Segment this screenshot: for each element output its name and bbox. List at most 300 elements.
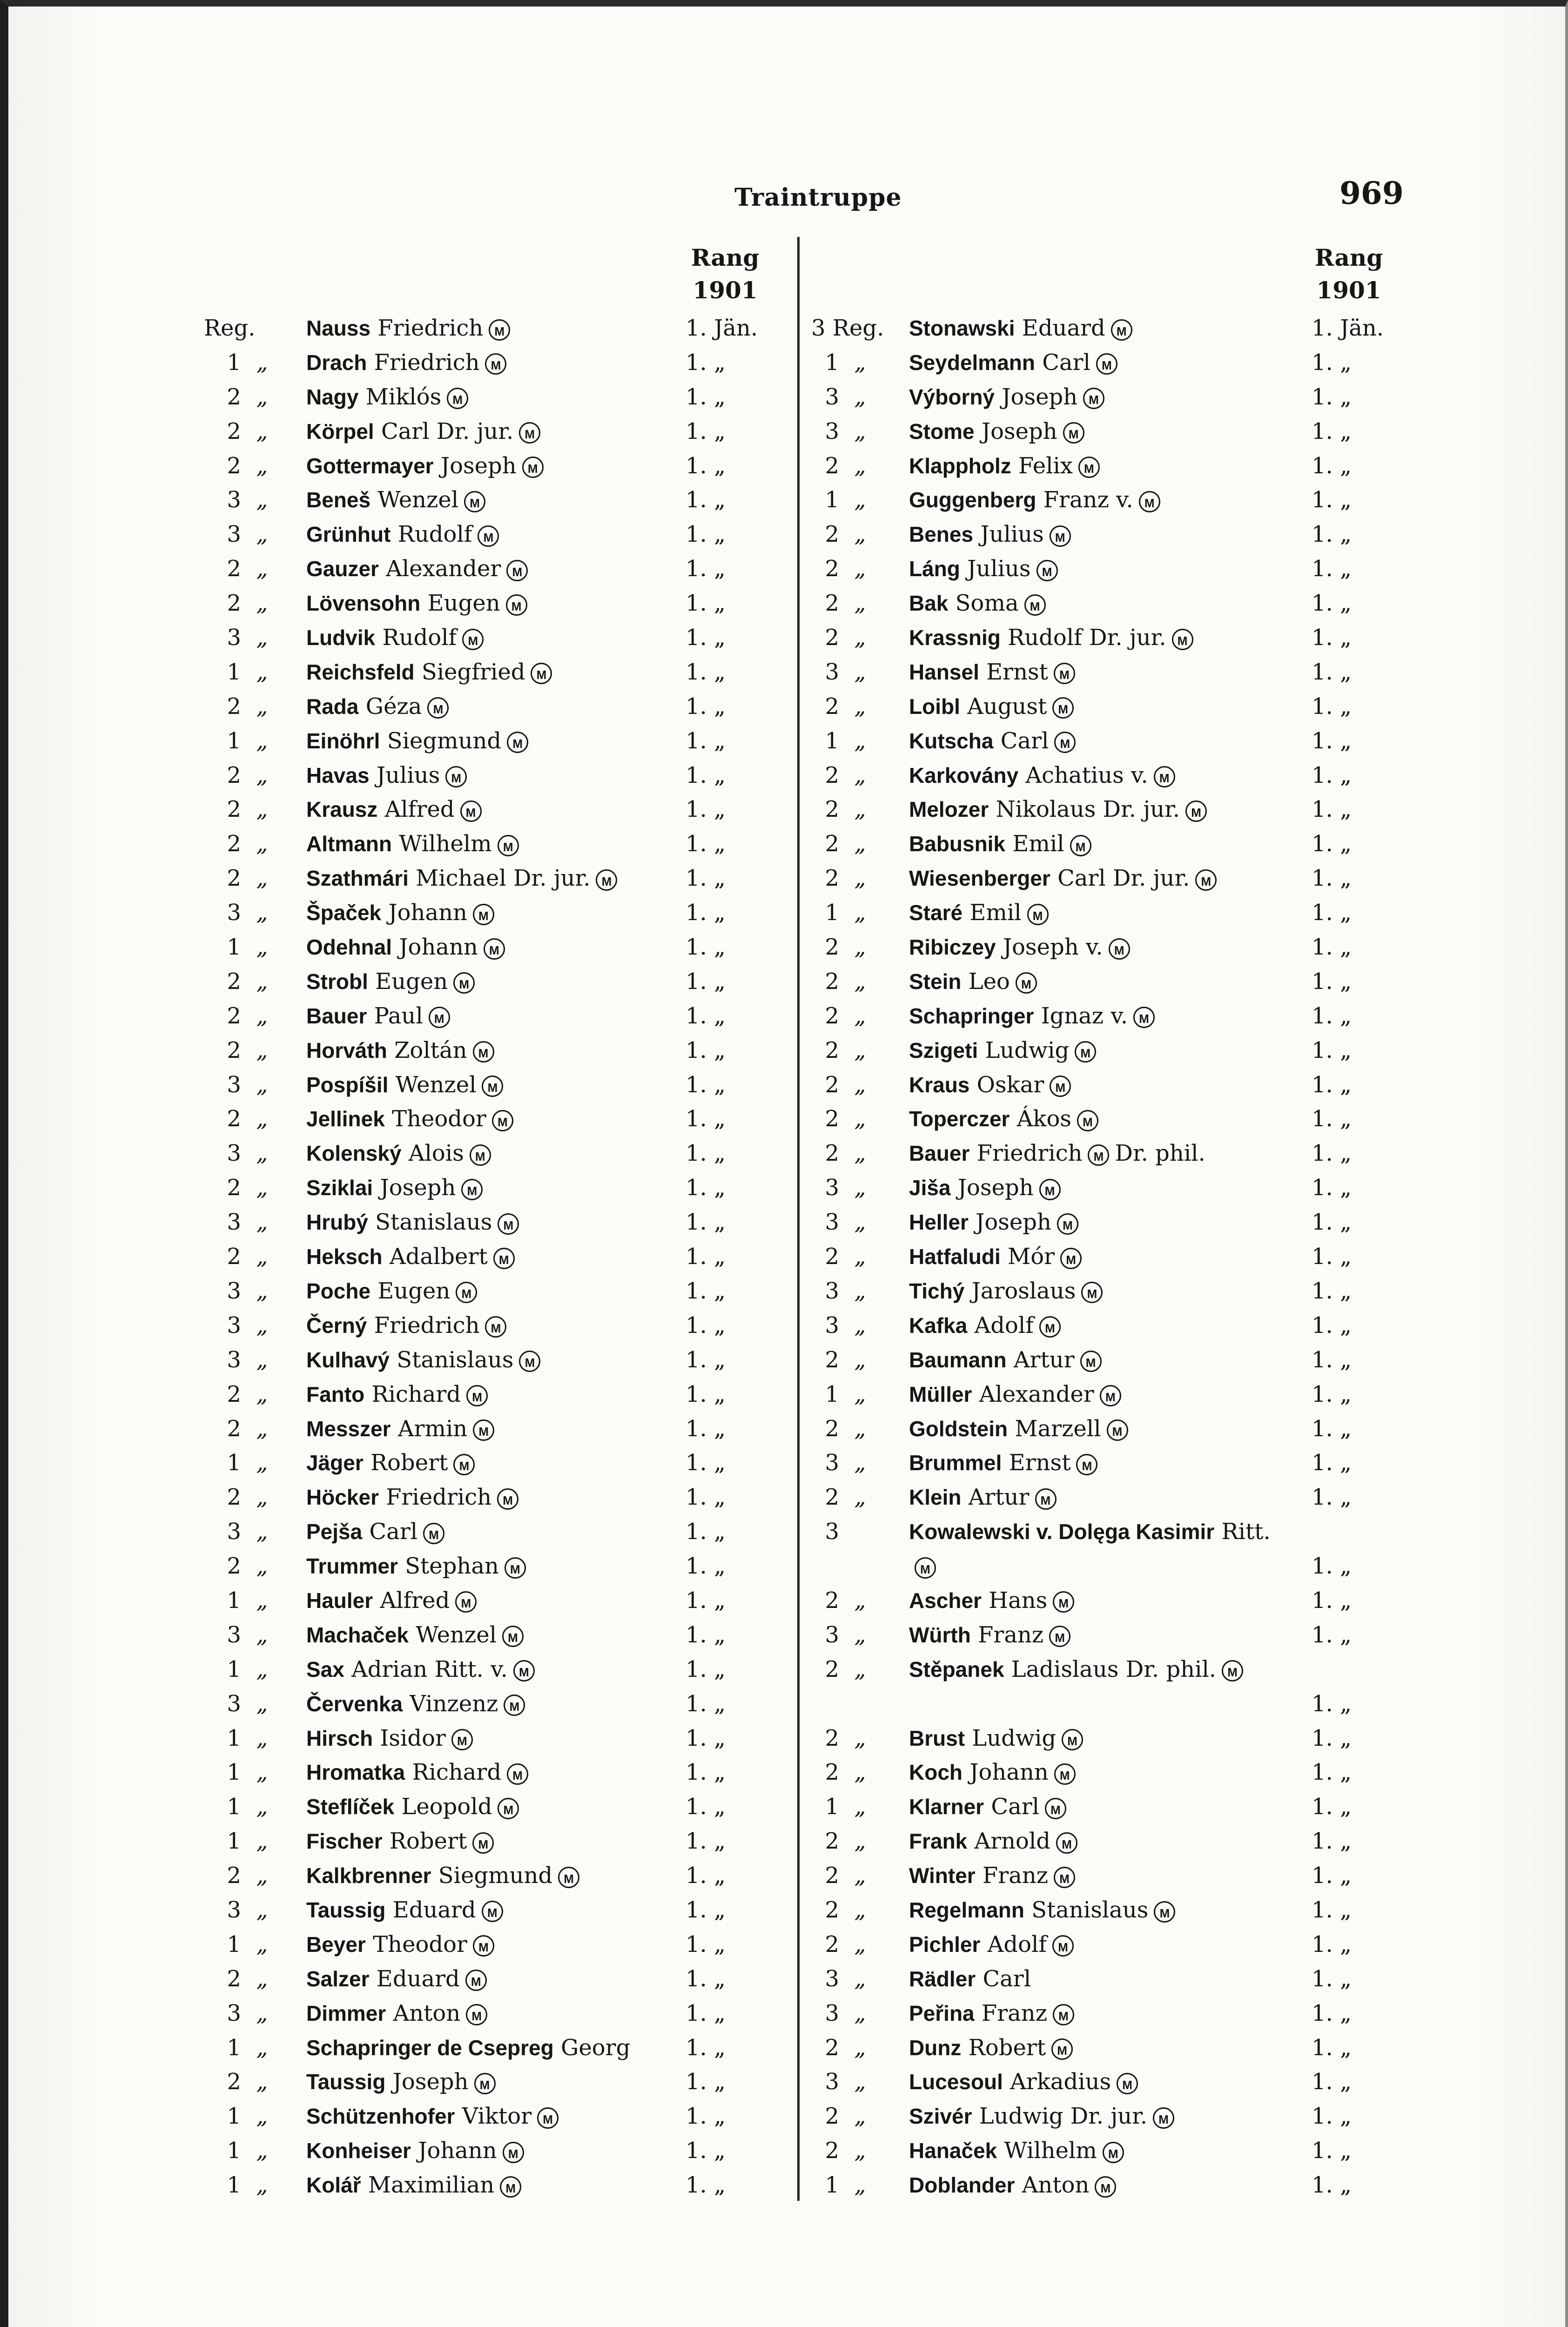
- regiment-number: 3: [227, 1140, 241, 1167]
- regiment-number: 2: [825, 2103, 839, 2130]
- rank-month: „: [714, 1587, 726, 1614]
- marker-icon: M: [447, 388, 468, 409]
- given-name: Hans: [989, 1587, 1048, 1614]
- officer-name: [909, 380, 1104, 415]
- surname: Stein: [909, 969, 962, 994]
- list-item: [811, 449, 1421, 484]
- given-name: Rudolf Dr. jur.: [1008, 625, 1166, 651]
- regiment-cell: [811, 759, 886, 793]
- marker-icon: M: [596, 869, 617, 891]
- given-name: Joseph: [380, 1175, 456, 1201]
- regiment-number: 2: [227, 796, 241, 823]
- rank-date: [686, 1068, 726, 1103]
- rank-day: 1.: [686, 831, 707, 857]
- list-item: [811, 1343, 1421, 1378]
- rank-day: 1.: [1312, 1209, 1333, 1236]
- regiment-cell: [204, 449, 278, 484]
- ditto-mark: „: [256, 1656, 268, 1682]
- officer-name: [909, 827, 1091, 861]
- regiment-cell: [204, 1859, 278, 1893]
- ditto-mark: „: [854, 383, 866, 410]
- rank-date: [1312, 586, 1352, 621]
- given-name: Robert: [389, 1828, 467, 1855]
- marker-icon: M: [478, 525, 499, 547]
- regiment-number: Reg.: [204, 315, 256, 341]
- officer-name: [306, 1824, 494, 1859]
- rank-date: [1312, 483, 1352, 518]
- given-name: Richard: [412, 1759, 502, 1786]
- rank-date: [1312, 1412, 1352, 1446]
- marker-icon: M: [1027, 904, 1049, 925]
- regiment-number: 3: [825, 2000, 839, 2026]
- list-item: [204, 1653, 795, 1687]
- regiment-number: 2: [227, 1037, 241, 1063]
- regiment-cell: [204, 2065, 278, 2099]
- ditto-mark: „: [256, 1244, 268, 1270]
- rank-date: [1312, 415, 1352, 449]
- marker-icon: M: [1109, 938, 1130, 960]
- rank-day: 1.: [1312, 1484, 1333, 1511]
- given-name: Arnold: [974, 1828, 1051, 1855]
- officer-name: [306, 1240, 515, 1274]
- list-item: [811, 724, 1421, 759]
- surname: Steflíček: [306, 1795, 395, 1819]
- ditto-mark: „: [256, 900, 268, 926]
- officer-name: [306, 1412, 494, 1446]
- officer-name: [306, 311, 510, 346]
- regiment-cell: [204, 999, 278, 1034]
- rank-header-left: [683, 242, 767, 307]
- officer-name: [306, 2065, 496, 2099]
- column-divider: [797, 237, 800, 2201]
- rank-day: 1.: [1312, 1794, 1333, 1820]
- regiment-cell: [204, 586, 278, 621]
- list-item: [204, 2031, 795, 2065]
- rank-month: „: [1340, 1828, 1352, 1855]
- rank-date: [1312, 621, 1352, 655]
- ditto-mark: „: [854, 590, 866, 617]
- ditto-mark: „: [256, 1863, 268, 1889]
- officer-name: [909, 1722, 1083, 1756]
- regiment-cell: [204, 1274, 278, 1309]
- regiment-number: 2: [825, 1106, 839, 1132]
- given-name: Friedrich: [374, 1312, 480, 1338]
- rank-day: 1.: [686, 1346, 707, 1373]
- rank-month: „: [1340, 796, 1352, 823]
- rank-date: [1312, 1137, 1352, 1171]
- page-number: 969: [1339, 175, 1404, 211]
- rank-day: 1.: [686, 1140, 707, 1167]
- rank-day: 1.: [1312, 659, 1333, 685]
- regiment-number: 3: [227, 625, 241, 651]
- ditto-mark: „: [256, 1828, 268, 1855]
- marker-icon: M: [1039, 1179, 1061, 1200]
- given-name: Julius: [967, 556, 1031, 582]
- rank-month: „: [714, 521, 726, 548]
- regiment-number: 3: [825, 1519, 839, 1545]
- surname: Karkovány: [909, 763, 1019, 787]
- list-item: [811, 1893, 1421, 1928]
- regiment-number: 1: [825, 2172, 839, 2199]
- marker-icon: M: [1078, 457, 1100, 478]
- officer-name: [909, 1515, 1272, 1584]
- rank-date: [686, 346, 726, 380]
- ditto-mark: „: [256, 1587, 268, 1614]
- regiment-cell: [811, 724, 886, 759]
- surname: Krausz: [306, 797, 378, 822]
- marker-icon: M: [460, 800, 482, 822]
- rank-day: 1.: [686, 796, 707, 823]
- given-name: Carl: [983, 1965, 1031, 1992]
- rank-day: 1.: [686, 2069, 707, 2095]
- regiment-number: 2: [227, 2069, 241, 2095]
- rank-date: [686, 1171, 726, 1205]
- rank-date: [1312, 552, 1352, 586]
- rank-day: 1.: [1312, 796, 1333, 823]
- ditto-mark: „: [256, 349, 268, 376]
- list-item: [811, 1240, 1421, 1274]
- rank-month: „: [714, 383, 726, 410]
- surname: Toperczer: [909, 1107, 1010, 1131]
- given-name: Theodor: [373, 1931, 467, 1957]
- regiment-number: 2: [825, 1931, 839, 1957]
- regiment-cell: [811, 311, 886, 346]
- surname: Schützenhofer: [306, 2104, 455, 2129]
- officer-name: [909, 1102, 1098, 1137]
- surname: Trummer: [306, 1554, 398, 1579]
- rank-month: Jän.: [1340, 315, 1384, 341]
- list-item: [811, 1102, 1421, 1137]
- rank-month: „: [1340, 727, 1352, 754]
- rank-date: [1312, 449, 1352, 484]
- list-item: [811, 1309, 1421, 1343]
- surname: Rada: [306, 694, 359, 719]
- rank-day: 1.: [686, 1828, 707, 1855]
- regiment-number: 2: [825, 796, 839, 823]
- rank-date: [686, 2031, 726, 2065]
- surname: Messzer: [306, 1416, 391, 1441]
- regiment-number: 2: [227, 452, 241, 479]
- rank-day: 1.: [686, 1553, 707, 1580]
- rank-month: „: [714, 865, 726, 892]
- regiment-number: 3: [227, 1519, 241, 1545]
- rank-date: [686, 1274, 726, 1309]
- rank-month: „: [714, 590, 726, 617]
- officer-name: [306, 380, 468, 415]
- list-item: [811, 1378, 1421, 1412]
- rank-month: „: [714, 1759, 726, 1786]
- given-name: Julius: [980, 521, 1044, 548]
- rank-day: 1.: [1312, 590, 1333, 617]
- rank-month: „: [714, 1965, 726, 1992]
- given-name: Joseph: [392, 2069, 469, 2095]
- officer-name: [909, 2031, 1073, 2065]
- officer-name: [909, 1962, 1031, 1997]
- ditto-mark: „: [854, 521, 866, 548]
- surname: Jäger: [306, 1451, 363, 1475]
- list-item: [811, 1859, 1421, 1893]
- rank-day: 1.: [1312, 1863, 1333, 1889]
- regiment-number: 3: [227, 1346, 241, 1373]
- rank-day: 1.: [1312, 727, 1333, 754]
- list-item: [204, 415, 795, 449]
- surname: Stěpanek: [909, 1657, 1004, 1681]
- rank-date: [1312, 1274, 1352, 1309]
- rank-month: „: [1340, 831, 1352, 857]
- marker-icon: M: [470, 1144, 491, 1166]
- given-name: Ignaz v.: [1041, 1002, 1128, 1029]
- regiment-cell: [811, 1722, 886, 1756]
- rank-month: „: [714, 2103, 726, 2130]
- rank-day: 1.: [1312, 1346, 1333, 1373]
- marker-icon: M: [482, 1901, 503, 1922]
- ditto-mark: „: [854, 1346, 866, 1373]
- rank-day: 1.: [1312, 1244, 1333, 1270]
- surname: Lövensohn: [306, 591, 421, 616]
- rank-month: „: [1340, 865, 1352, 892]
- regiment-cell: [811, 1755, 886, 1790]
- ditto-mark: „: [854, 1759, 866, 1786]
- rank-month: „: [1340, 625, 1352, 651]
- regiment-number: 3: [227, 1278, 241, 1304]
- list-item: [811, 1205, 1421, 1240]
- rank-day: 1.: [686, 1863, 707, 1889]
- ditto-mark: „: [854, 1278, 866, 1304]
- regiment-cell: [811, 2134, 886, 2168]
- given-name: Paul: [374, 1002, 423, 1029]
- rank-day: 1.: [1312, 1965, 1333, 1992]
- rank-month: „: [714, 556, 726, 582]
- marker-icon: M: [466, 2004, 487, 2025]
- surname: Szigeti: [909, 1038, 978, 1063]
- rank-month: „: [714, 831, 726, 857]
- list-item: [204, 1755, 795, 1790]
- marker-icon: M: [1036, 560, 1058, 581]
- regiment-number: 2: [825, 1484, 839, 1511]
- given-name: Miklós: [365, 383, 442, 410]
- marker-icon: M: [472, 1832, 494, 1854]
- given-name: Friedrich: [377, 315, 484, 341]
- list-item: [811, 621, 1421, 655]
- rank-date: [686, 2099, 726, 2134]
- ditto-mark: „: [256, 521, 268, 548]
- regiment-number: 2: [227, 1106, 241, 1132]
- list-item: [204, 1618, 795, 1653]
- marker-icon: M: [455, 1591, 477, 1613]
- regiment-cell: [204, 1893, 278, 1928]
- given-name: Franz: [978, 1621, 1044, 1648]
- ditto-mark: „: [256, 452, 268, 479]
- rank-day: 1.: [686, 1621, 707, 1648]
- surname: Schapringer: [909, 1003, 1034, 1028]
- rank-month: „: [1340, 693, 1352, 720]
- surname: Dimmer: [306, 2001, 386, 2025]
- rank-day: 1.: [1312, 1725, 1333, 1751]
- rank-month: „: [1340, 2034, 1352, 2061]
- rank-date: [686, 1137, 726, 1171]
- rank-month: „: [714, 1690, 726, 1717]
- given-name: Ernst: [986, 659, 1048, 685]
- regiment-number: 2: [825, 1725, 839, 1751]
- surname: Staré: [909, 901, 963, 925]
- given-name: Mór: [1008, 1244, 1055, 1270]
- list-item: [811, 1722, 1421, 1756]
- regiment-cell: [204, 1205, 278, 1240]
- regiment-number: 1: [825, 727, 839, 754]
- marker-icon: M: [485, 1316, 506, 1338]
- list-item: [811, 1515, 1421, 1584]
- marker-icon: M: [1096, 353, 1117, 375]
- surname: Pospíšil: [306, 1072, 389, 1097]
- regiment-number: 2: [227, 383, 241, 410]
- rank-month: „: [1340, 1209, 1352, 1236]
- regiment-number: 3: [227, 521, 241, 548]
- given-name: Arkadius: [1010, 2069, 1111, 2095]
- regiment-cell: [811, 1859, 886, 1893]
- rank-date: [686, 483, 726, 518]
- rank-month: „: [714, 1415, 726, 1442]
- ditto-mark: „: [854, 1381, 866, 1407]
- list-item: [811, 999, 1421, 1034]
- regiment-cell: [204, 930, 278, 965]
- given-name: Viktor: [462, 2103, 532, 2130]
- officer-name: [306, 1584, 477, 1618]
- rank-day: 1.: [686, 383, 707, 410]
- regiment-cell: [204, 311, 278, 346]
- officer-name: [306, 1755, 528, 1790]
- list-item: [204, 930, 795, 965]
- marker-icon: M: [492, 1110, 513, 1131]
- regiment-cell: [204, 1137, 278, 1171]
- regiment-cell: [204, 1653, 278, 1687]
- rank-day: 1.: [686, 1519, 707, 1545]
- list-item: [811, 1274, 1421, 1309]
- regiment-number: 2: [227, 865, 241, 892]
- list-item: [811, 483, 1421, 518]
- list-item: [811, 655, 1421, 690]
- rank-date: [1312, 1446, 1352, 1480]
- regiment-number: 1: [825, 349, 839, 376]
- rank-date: [686, 311, 758, 346]
- regiment-number: 2: [227, 1415, 241, 1442]
- ditto-mark: „: [256, 1175, 268, 1201]
- given-name: Wenzel: [416, 1621, 497, 1648]
- officer-name: [909, 1068, 1071, 1103]
- regiment-number: 2: [227, 556, 241, 582]
- marker-icon: M: [1103, 2142, 1124, 2163]
- ditto-mark: „: [854, 1106, 866, 1132]
- ditto-mark: „: [256, 590, 268, 617]
- rank-date: [686, 415, 726, 449]
- regiment-cell: [204, 861, 278, 896]
- marker-icon: M: [1039, 1316, 1061, 1338]
- regiment-number: 3: [825, 1209, 839, 1236]
- regiment-cell: [811, 1446, 886, 1480]
- officer-name: [306, 2168, 521, 2203]
- rank-header-label: Rang: [691, 244, 760, 271]
- marker-icon: M: [522, 457, 544, 478]
- regiment-cell: [204, 1034, 278, 1068]
- surname: Ribiczey: [909, 935, 996, 960]
- marker-icon: M: [1057, 1213, 1078, 1235]
- list-item: [204, 1171, 795, 1205]
- surname: Salzer: [306, 1966, 370, 1991]
- rank-day: 1.: [1312, 934, 1333, 961]
- regiment-number: 3: [227, 1690, 241, 1717]
- regiment-cell: [204, 1790, 278, 1824]
- regiment-cell: [204, 1755, 278, 1790]
- regiment-cell: [811, 999, 886, 1034]
- officer-name: [909, 2065, 1138, 2099]
- marker-icon: M: [1075, 1041, 1096, 1063]
- surname: Szathmári: [306, 866, 409, 891]
- list-item: [204, 896, 795, 930]
- ditto-mark: „: [256, 2103, 268, 2130]
- rank-day: 1.: [686, 2172, 707, 2199]
- officer-name: [306, 1653, 535, 1687]
- list-item: [811, 1824, 1421, 1859]
- ditto-mark: „: [854, 831, 866, 857]
- rank-day: 1.: [1312, 2103, 1333, 2130]
- marker-icon: M: [1053, 1591, 1074, 1613]
- rank-date: [686, 1480, 726, 1515]
- rank-day: 1.: [686, 349, 707, 376]
- ditto-mark: „: [256, 1346, 268, 1373]
- regiment-number: 3: [825, 1312, 839, 1338]
- marker-icon: M: [1063, 422, 1084, 444]
- ditto-mark: „: [854, 659, 866, 685]
- list-item: [811, 1653, 1421, 1722]
- regiment-number: 3: [825, 1621, 839, 1648]
- rank-date: [1312, 896, 1352, 930]
- regiment-cell: [204, 827, 278, 861]
- marker-icon: M: [1054, 732, 1076, 753]
- rank-day: 1.: [1312, 418, 1333, 444]
- rank-date: [686, 1893, 726, 1928]
- officer-name: [306, 1928, 494, 1962]
- given-name: Adolf: [987, 1931, 1047, 1957]
- list-item: [204, 793, 795, 827]
- name-suffix: Dr. phil.: [1115, 1140, 1205, 1167]
- officer-name: [909, 1309, 1061, 1343]
- rank-date: [686, 449, 726, 484]
- surname: Taussig: [306, 2070, 386, 2094]
- rank-date: [1312, 690, 1352, 724]
- officer-name: [306, 552, 528, 586]
- rank-day: 1.: [1312, 1278, 1333, 1304]
- rank-month: „: [1340, 1897, 1352, 1923]
- rank-date: [1312, 2065, 1352, 2099]
- ditto-mark: „: [854, 349, 866, 376]
- marker-icon: M: [1054, 663, 1075, 684]
- given-name: Georg: [560, 2034, 631, 2061]
- rank-day: 1.: [686, 1415, 707, 1442]
- marker-icon: M: [502, 1626, 524, 1647]
- rank-day: 1.: [686, 625, 707, 651]
- given-name: Artur: [968, 1484, 1030, 1511]
- rank-date: [686, 552, 726, 586]
- regiment-cell: [204, 1824, 278, 1859]
- surname: Klappholz: [909, 453, 1011, 478]
- rank-month: „: [1340, 1725, 1352, 1751]
- ditto-mark: „: [854, 1209, 866, 1236]
- ditto-mark: „: [854, 1244, 866, 1270]
- marker-icon: M: [513, 1660, 535, 1681]
- given-name: Eduard: [376, 1965, 460, 1992]
- running-head: Traintruppe: [734, 183, 902, 212]
- regiment-number: 2: [227, 590, 241, 617]
- rank-month: „: [714, 1828, 726, 1855]
